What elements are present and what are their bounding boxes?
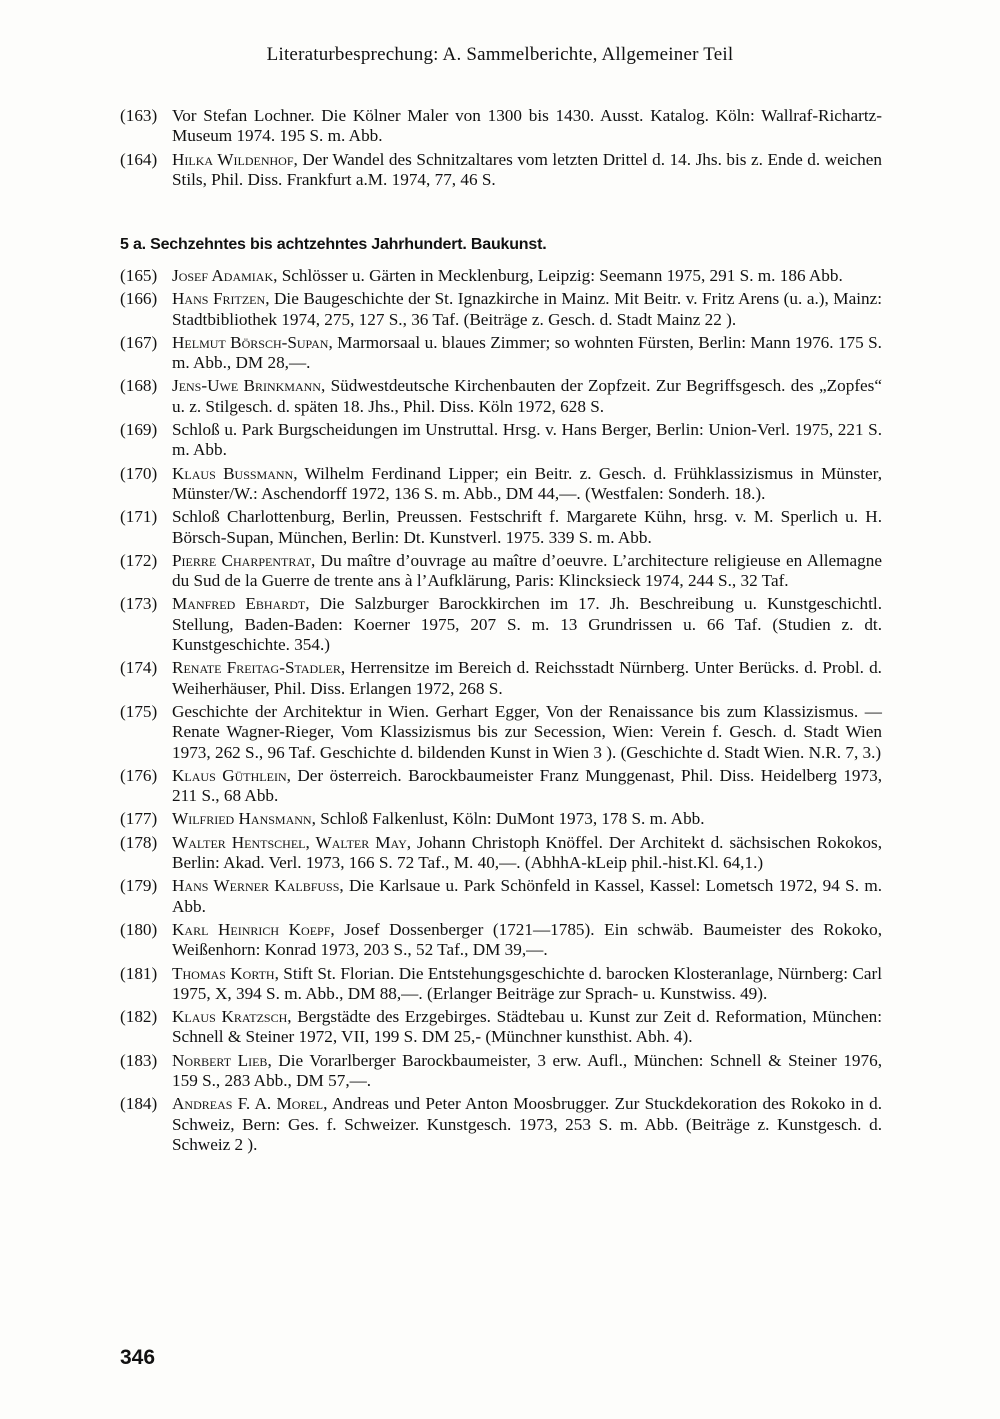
entry-number: (165) xyxy=(120,266,158,285)
bibliography-entry xyxy=(120,964,882,1005)
entry-text: , Schlösser u. Gärten in Mecklenburg, Leipzig: Seemann 1975, 291 S. m. 186 Abb. xyxy=(273,266,843,285)
entry-author: Jens-Uwe Brinkmann xyxy=(172,376,321,396)
entry-body xyxy=(172,920,882,961)
entry-body xyxy=(172,266,882,286)
bibliography-entry xyxy=(120,333,882,374)
entry-number: (173) xyxy=(120,594,158,614)
entry-author: Karl Heinrich Koepf xyxy=(172,919,331,939)
entry-number: (172) xyxy=(120,550,158,570)
entry-body xyxy=(172,1007,882,1048)
entry-number: (182) xyxy=(120,1007,158,1027)
entry-number: (183) xyxy=(120,1050,158,1070)
entry-number: (179) xyxy=(120,876,158,896)
entry-body xyxy=(172,1094,882,1155)
entry-body xyxy=(172,766,882,807)
entry-body xyxy=(172,551,882,592)
entry-author: Pierre Charpentrat xyxy=(172,550,312,570)
section-heading: 5 a. Sechzehntes bis achtzehntes Jahrhundert. Baukunst. xyxy=(120,236,547,253)
entry-text: , Marmorsaal u. blaues Zimmer; so wohnten Fürsten, Berlin: Mann 1976. 175 S. m. Abb., DM 28,—. xyxy=(172,332,882,373)
entry-text: Geschichte der Architektur in Wien. Gerhart Egger, Von der Renaissance bis zum Klassizismus. — Renate Wagner-Rieger, Vom Klassizismus bis zur Secession, Wien: Verein f. Gesch. d. Stadt Wien 1973, 262 S., 96 Taf. Geschichte d. bildenden Kunst in Wien 3 ). (Geschichte d. Stadt Wien. N.R. 7, 3.) xyxy=(172,701,882,762)
entry-number: (180) xyxy=(120,919,158,939)
entry-list-top xyxy=(120,106,882,193)
entry-number: (174) xyxy=(120,658,158,678)
entry-text: , Die Karlsaue u. Park Schönfeld in Kassel, Kassel: Lometsch 1972, 94 S. m. Abb. xyxy=(172,876,882,916)
entry-author: Hans Werner Kalbfuss xyxy=(172,876,340,896)
bibliography-entry xyxy=(120,702,882,763)
entry-author: Norbert Lieb xyxy=(172,1050,268,1070)
bibliography-entry xyxy=(120,266,882,286)
entry-text: , Der österreich. Barockbaumeister Franz Munggenast, Phil. Diss. Heidelberg 1973, 211 S., 68 Abb. xyxy=(172,765,882,806)
entry-body xyxy=(172,594,882,655)
entry-body xyxy=(172,420,882,461)
entry-number: (164) xyxy=(120,149,158,169)
entry-list-main xyxy=(120,266,882,1158)
bibliography-entry xyxy=(120,920,882,961)
bibliography-entry xyxy=(120,464,882,505)
bibliography-entry xyxy=(120,106,882,147)
bibliography-entry xyxy=(120,551,882,592)
entry-author: Wilfried Hansmann xyxy=(172,809,312,829)
entry-number: (178) xyxy=(120,832,158,852)
bibliography-entry xyxy=(120,150,882,191)
page-number: 346 xyxy=(120,1346,156,1369)
entry-author: Walter Hentschel, Walter May xyxy=(172,832,407,852)
entry-body xyxy=(172,507,882,548)
entry-body xyxy=(172,964,882,1005)
entry-body xyxy=(172,376,882,417)
entry-author: Klaus Bussmann xyxy=(172,463,294,483)
entry-text: Vor Stefan Lochner. Die Kölner Maler von 1300 bis 1430. Ausst. Katalog. Köln: Wallraf-Richartz-Museum 1974. 195 S. m. Abb. xyxy=(172,106,882,146)
entry-text: Schloß Charlottenburg, Berlin, Preussen. Festschrift f. Margarete Kühn, hrsg. v. M. Sperlich u. H. Börsch-Supan, München, Berlin: Dt. Kunstverl. 1975. 339 S. m. Abb. xyxy=(172,507,882,547)
entry-body xyxy=(172,658,882,699)
entry-text: , Schloß Falkenlust, Köln: DuMont 1973, 178 S. m. Abb. xyxy=(311,809,705,829)
entry-author: Thomas Korth xyxy=(172,963,275,983)
entry-text: , Stift St. Florian. Die Entstehungsgeschichte d. barocken Klosteranlage, Nürnberg: Carl 1975, X, 394 S. m. Abb., DM 88,—. (Erlanger Beiträge zur Sprach- u. Kunstwiss. 49). xyxy=(172,963,882,1003)
entry-text: , Südwestdeutsche Kirchenbauten der Zopfzeit. Zur Begriffsgesch. des „Zopfes“ u. z. Stilgesch. d. späten 18. Jhs., Phil. Diss. Köln 1972, 628 S. xyxy=(172,376,882,416)
entry-number: (181) xyxy=(120,963,158,983)
bibliography-entry xyxy=(120,289,882,330)
entry-body xyxy=(172,106,882,147)
bibliography-entry xyxy=(120,766,882,807)
entry-author: Renate Freitag-Stadler xyxy=(172,658,341,678)
entry-text: , Die Salzburger Barockkirchen im 17. Jh. Beschreibung u. Kunstgeschichtl. Stellung, Baden-Baden: Koerner 1975, 207 S. m. 13 Grundrissen u. 66 Taf. (Studien z. dt. Kunstgeschichte. 354.) xyxy=(172,594,882,655)
entry-body xyxy=(172,1051,882,1092)
entry-text: , Der Wandel des Schnitzaltares vom letzten Drittel d. 14. Jhs. bis z. Ende d. weichen Stils, Phil. Diss. Frankfurt a.M. 1974, 77, 46 S. xyxy=(172,149,882,189)
bibliography-entry xyxy=(120,376,882,417)
running-header: Literaturbesprechung: A. Sammelberichte, Allgemeiner Teil xyxy=(266,44,734,65)
entry-author: Hans Fritzen xyxy=(172,289,266,309)
entry-number: (171) xyxy=(120,507,158,527)
entry-text: , Herrensitze im Bereich d. Reichsstadt Nürnberg. Unter Berücks. d. Probl. d. Weiherhäuser, Phil. Diss. Erlangen 1972, 268 S. xyxy=(172,658,882,698)
bibliography-entry xyxy=(120,507,882,548)
entry-author: Andreas F. A. Morel xyxy=(172,1094,324,1114)
entry-number: (170) xyxy=(120,463,158,483)
entry-number: (175) xyxy=(120,701,158,721)
entry-number: (184) xyxy=(120,1094,158,1114)
entry-text: , Die Vorarlberger Barockbaumeister, 3 erw. Aufl., München: Schnell & Steiner 1976, 159 S., 283 Abb., DM 57,—. xyxy=(172,1050,883,1090)
entry-body xyxy=(172,333,882,374)
bibliography-entry xyxy=(120,833,882,874)
entry-body xyxy=(172,702,882,763)
entry-body xyxy=(172,876,882,917)
entry-text: , Wilhelm Ferdinand Lipper; ein Beitr. z. Gesch. d. Frühklassizismus in Münster, Münster/W.: Aschendorff 1972, 136 S. m. Abb., DM 44,—. (Westfalen: Sonderh. 18.). xyxy=(172,463,882,503)
entry-author: Klaus Güthlein xyxy=(172,765,287,785)
entry-author: Josef Adamiak xyxy=(172,266,274,285)
entry-number: (168) xyxy=(120,376,158,396)
entry-author: Hilka Wildenhof xyxy=(172,149,294,169)
entry-text: Schloß u. Park Burgscheidungen im Unstruttal. Hrsg. v. Hans Berger, Berlin: Union-Verl. 1975, 221 S. m. Abb. xyxy=(172,420,882,460)
entry-author: Manfred Ebhardt xyxy=(172,594,306,614)
entry-number: (166) xyxy=(120,289,158,309)
bibliography-entry xyxy=(120,1094,882,1155)
entry-text: , Die Baugeschichte der St. Ignazkirche in Mainz. Mit Beitr. v. Fritz Arens (u. a.), Mainz: Stadtbibliothek 1974, 275, 127 S., 36 Taf. (Beiträge z. Gesch. d. Stadt Mainz 22 ). xyxy=(172,289,882,329)
entry-number: (163) xyxy=(120,106,158,125)
entry-body xyxy=(172,809,882,829)
entry-text: , Johann Christoph Knöffel. Der Architekt d. sächsischen Rokokos, Berlin: Akad. Verl. 1973, 166 S. 72 Taf., M. 40,—. (AbhhA-kLeip phil.-hist.Kl. 64,1.) xyxy=(172,832,882,873)
bibliography-entry xyxy=(120,658,882,699)
entry-number: (176) xyxy=(120,765,158,785)
entry-number: (169) xyxy=(120,420,158,440)
entry-text: , Bergstädte des Erzgebirges. Städtebau u. Kunst zur Zeit d. Reformation, München: Schnell & Steiner 1972, VII, 199 S. DM 25,- (Münchner kunsthist. Abh. 4). xyxy=(172,1007,882,1047)
entry-author: Klaus Kratzsch xyxy=(172,1007,288,1027)
entry-text: , Andreas und Peter Anton Moosbrugger. Zur Stuckdekoration des Rokoko in d. Schweiz, Bern: Ges. f. Schweizer. Kunstgesch. 1973, 253 S. m. Abb. (Beiträge z. Kunstgesch. d. Schweiz 2 ). xyxy=(172,1094,882,1154)
bibliography-entry xyxy=(120,1007,882,1048)
entry-text: , Josef Dossenberger (1721—1785). Ein schwäb. Baumeister des Rokoko, Weißenhorn: Konrad 1973, 203 S., 52 Taf., DM 39,—. xyxy=(172,919,882,960)
entry-number: (177) xyxy=(120,809,158,829)
entry-text: , Du maître d’ouvrage au maître d’oeuvre. L’architecture religieuse en Allemagne du Sud de la Guerre de trente ans à l’Aufklärung, Paris: Klincksieck 1974, 244 S., 32 Taf. xyxy=(172,550,882,591)
bibliography-entry xyxy=(120,594,882,655)
entry-body xyxy=(172,289,882,330)
entry-number: (167) xyxy=(120,332,158,352)
bibliography-entry xyxy=(120,809,882,829)
bibliography-entry xyxy=(120,876,882,917)
bibliography-entry xyxy=(120,1051,882,1092)
entry-body xyxy=(172,150,882,191)
entry-body xyxy=(172,464,882,505)
entry-body xyxy=(172,833,882,874)
bibliography-entry xyxy=(120,420,882,461)
entry-author: Helmut Börsch-Supan xyxy=(172,332,329,352)
